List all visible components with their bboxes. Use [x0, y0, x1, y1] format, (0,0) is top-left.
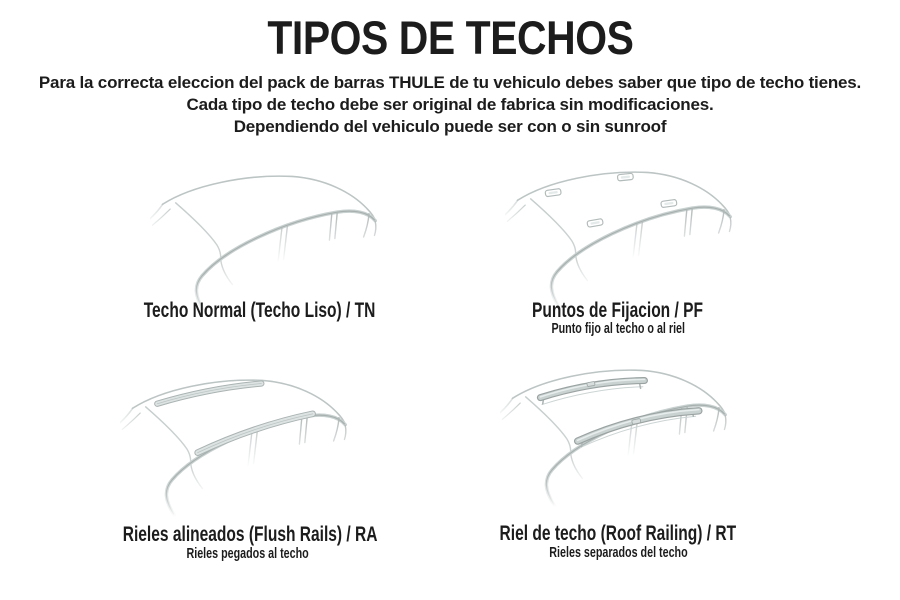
tn-smooth-roof-illustration: [150, 174, 383, 314]
roof-type-label-pf: Puntos de Fijacion / PF: [532, 299, 704, 322]
page-title: TIPOS DE TECHOS: [266, 11, 634, 64]
intro-line-1: Para la correcta eleccion del pack de barras THULE de tu vehiculo debes saber que tipo de techo tienes.: [38, 73, 862, 92]
roof-type-label-tn: Techo Normal (Techo Liso) / TN: [144, 299, 376, 322]
roof-type-label-rt: Riel de techo (Roof Railing) / RT: [499, 522, 737, 545]
pf-fixation-points-roof-illustration: [505, 170, 738, 310]
rt-roof-railing-illustration: [500, 368, 733, 508]
roof-type-sublabel-ra: Rieles pegados al techo: [186, 546, 310, 562]
roof-type-sublabel-rt: Rieles separados del techo: [548, 545, 688, 561]
ra-flush-rails-roof-illustration: [120, 378, 353, 518]
intro-line-2: Cada tipo de techo debe ser original de fabrica sin modificaciones.: [186, 95, 714, 114]
roof-type-sublabel-pf: Punto fijo al techo o al riel: [551, 321, 685, 337]
roof-type-label-ra: Rieles alineados (Flush Rails) / RA: [122, 523, 378, 546]
intro-paragraph: [0, 72, 900, 138]
intro-line-3: Dependiendo del vehiculo puede ser con o sin sunroof: [233, 117, 667, 136]
